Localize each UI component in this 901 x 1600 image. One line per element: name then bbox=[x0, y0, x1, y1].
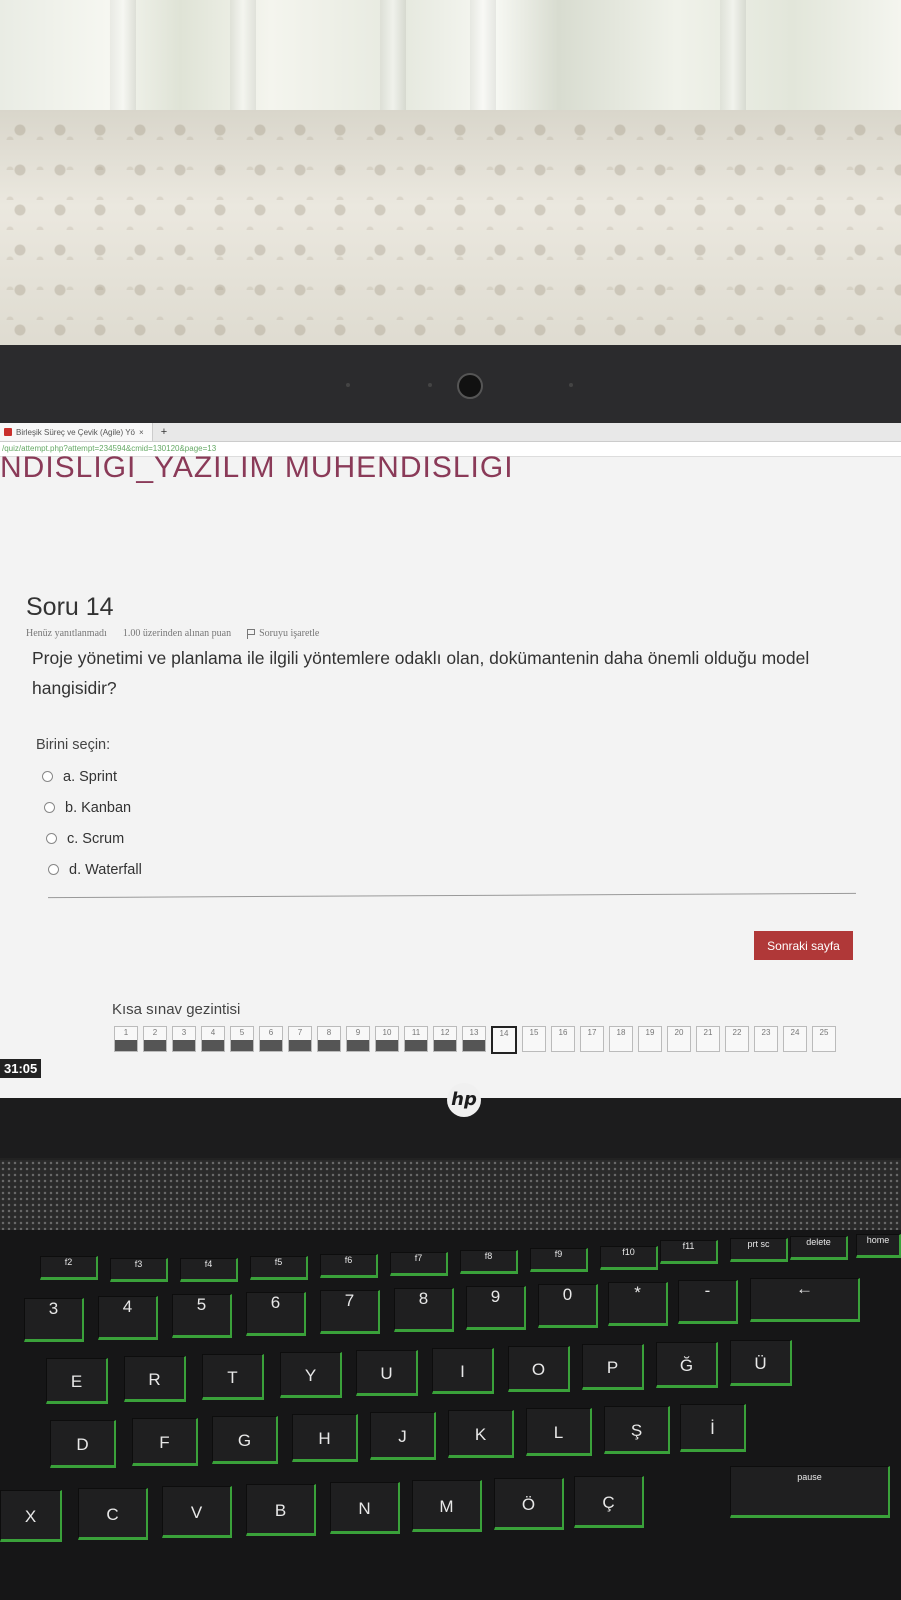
key[interactable]: delete bbox=[790, 1236, 848, 1260]
key[interactable]: Ü bbox=[730, 1340, 792, 1386]
key[interactable]: I bbox=[432, 1348, 494, 1394]
nav-question-button[interactable]: 5 bbox=[230, 1026, 254, 1052]
key[interactable]: E bbox=[46, 1358, 108, 1404]
key[interactable]: f4 bbox=[180, 1258, 238, 1282]
key[interactable]: Y bbox=[280, 1352, 342, 1398]
key[interactable]: f8 bbox=[460, 1250, 518, 1274]
key[interactable]: T bbox=[202, 1354, 264, 1400]
key[interactable]: R bbox=[124, 1356, 186, 1402]
nav-question-button[interactable]: 4 bbox=[201, 1026, 225, 1052]
sensor-dot bbox=[346, 383, 350, 387]
nav-question-button[interactable]: 21 bbox=[696, 1026, 720, 1052]
favicon-icon bbox=[4, 428, 12, 436]
flag-question-link[interactable] bbox=[247, 628, 319, 639]
question-block bbox=[26, 593, 886, 885]
key[interactable]: O bbox=[508, 1346, 570, 1392]
question-status: Henüz yanıtlanmadı bbox=[26, 628, 107, 639]
new-tab-button[interactable]: + bbox=[160, 426, 168, 438]
key[interactable]: Ş bbox=[604, 1406, 670, 1454]
sensor-dot bbox=[428, 383, 432, 387]
question-points: 1.00 üzerinden alınan puan bbox=[122, 628, 232, 639]
key[interactable]: 7 bbox=[320, 1290, 380, 1334]
key[interactable]: f3 bbox=[110, 1258, 168, 1282]
key[interactable]: X bbox=[0, 1490, 62, 1542]
address-bar[interactable]: /quiz/attempt.php?attempt=234594&cmid=130120&page=13 bbox=[0, 442, 901, 457]
hp-logo: hp bbox=[447, 1083, 481, 1117]
browser-tabbar bbox=[0, 423, 901, 442]
radio-icon[interactable] bbox=[46, 833, 57, 844]
key[interactable]: f2 bbox=[40, 1256, 98, 1280]
nav-question-button[interactable]: 8 bbox=[317, 1026, 341, 1052]
browser-tab[interactable] bbox=[0, 423, 153, 441]
option-label: a. Sprint bbox=[63, 768, 117, 785]
nav-question-button[interactable]: 18 bbox=[609, 1026, 633, 1052]
key[interactable]: f5 bbox=[250, 1256, 308, 1280]
nav-question-button[interactable]: 9 bbox=[346, 1026, 370, 1052]
webcam-icon bbox=[457, 373, 483, 399]
answer-options bbox=[26, 761, 886, 885]
nav-question-button[interactable]: 17 bbox=[580, 1026, 604, 1052]
key[interactable]: D bbox=[50, 1420, 116, 1468]
close-icon[interactable]: × bbox=[139, 427, 144, 437]
key[interactable]: V bbox=[162, 1486, 232, 1538]
key[interactable]: Ğ bbox=[656, 1342, 718, 1388]
tab-title: Birleşik Süreç ve Çevik (Agile) Yö bbox=[16, 427, 136, 437]
curtain-background bbox=[0, 0, 901, 350]
sensor-dot bbox=[569, 383, 573, 387]
key[interactable]: 3 bbox=[24, 1298, 84, 1342]
nav-question-button[interactable]: 15 bbox=[522, 1026, 546, 1052]
answer-option-a[interactable] bbox=[26, 761, 886, 792]
key[interactable]: prt sc bbox=[730, 1238, 788, 1262]
nav-question-button[interactable]: 6 bbox=[259, 1026, 283, 1052]
question-text: Proje yönetimi ve planlama ile ilgili yöntemlere odaklı olan, dokümantenin daha önemli olduğu model hangisidir? bbox=[32, 648, 810, 698]
key[interactable]: home bbox=[856, 1234, 901, 1258]
laptop-bezel-top bbox=[0, 345, 901, 423]
answer-option-c[interactable] bbox=[26, 823, 886, 854]
option-label: c. Scrum bbox=[67, 830, 125, 847]
key[interactable]: J bbox=[370, 1412, 436, 1460]
nav-question-button[interactable]: 12 bbox=[433, 1026, 457, 1052]
nav-question-button[interactable]: 20 bbox=[667, 1026, 691, 1052]
nav-question-button[interactable]: 19 bbox=[638, 1026, 662, 1052]
quiz-navigation-title: Kısa sınav gezintisi bbox=[112, 1001, 241, 1018]
quiz-navigation bbox=[114, 1026, 836, 1054]
key[interactable]: N bbox=[330, 1482, 400, 1534]
key[interactable]: U bbox=[356, 1350, 418, 1396]
answer-option-b[interactable] bbox=[26, 792, 886, 823]
key[interactable]: 5 bbox=[172, 1294, 232, 1338]
divider bbox=[48, 893, 856, 898]
nav-question-button[interactable]: 16 bbox=[551, 1026, 575, 1052]
key[interactable]: H bbox=[292, 1414, 358, 1462]
nav-question-button[interactable]: 1 bbox=[114, 1026, 138, 1052]
nav-question-button[interactable]: 2 bbox=[143, 1026, 167, 1052]
answer-option-d[interactable] bbox=[26, 854, 886, 885]
key[interactable]: f6 bbox=[320, 1254, 378, 1278]
key[interactable]: İ bbox=[680, 1404, 746, 1452]
nav-question-button[interactable]: 24 bbox=[783, 1026, 807, 1052]
nav-question-button[interactable]: 23 bbox=[754, 1026, 778, 1052]
key[interactable]: G bbox=[212, 1416, 278, 1464]
flag-label: Soruyu işaretle bbox=[259, 628, 320, 639]
key[interactable]: L bbox=[526, 1408, 592, 1456]
key[interactable]: * bbox=[608, 1282, 668, 1326]
key[interactable]: f10 bbox=[600, 1246, 658, 1270]
key[interactable]: 4 bbox=[98, 1296, 158, 1340]
key[interactable]: f9 bbox=[530, 1248, 588, 1272]
key[interactable]: 8 bbox=[394, 1288, 454, 1332]
nav-question-current[interactable]: 14 bbox=[491, 1026, 517, 1054]
page-title: NDISLIGI_YAZILIM MUHENDISLIGI bbox=[0, 451, 514, 484]
key[interactable]: Ç bbox=[574, 1476, 644, 1528]
nav-question-button[interactable]: 7 bbox=[288, 1026, 312, 1052]
key[interactable]: M bbox=[412, 1480, 482, 1532]
quiz-timer: 31:05 bbox=[0, 1059, 41, 1078]
key[interactable]: 6 bbox=[246, 1292, 306, 1336]
key[interactable]: ← bbox=[750, 1278, 860, 1322]
key[interactable]: Ö bbox=[494, 1478, 564, 1530]
question-title: Soru 14 bbox=[26, 593, 114, 621]
nav-question-button[interactable]: 11 bbox=[404, 1026, 428, 1052]
flag-icon bbox=[247, 629, 256, 639]
laptop-screen bbox=[0, 423, 901, 1098]
choose-label: Birini seçin: bbox=[36, 737, 111, 753]
key[interactable]: F bbox=[132, 1418, 198, 1466]
radio-icon[interactable] bbox=[42, 771, 53, 782]
nav-question-button[interactable]: 10 bbox=[375, 1026, 399, 1052]
key[interactable]: 9 bbox=[466, 1286, 526, 1330]
nav-question-button[interactable]: 25 bbox=[812, 1026, 836, 1052]
key[interactable]: pause bbox=[730, 1466, 890, 1518]
option-label: d. Waterfall bbox=[69, 861, 142, 878]
nav-question-button[interactable]: 13 bbox=[462, 1026, 486, 1052]
lace-band bbox=[0, 110, 901, 350]
radio-icon[interactable] bbox=[44, 802, 55, 813]
next-page-button[interactable]: Sonraki sayfa bbox=[754, 931, 853, 960]
question-meta bbox=[26, 628, 886, 639]
key[interactable]: f7 bbox=[390, 1252, 448, 1276]
key[interactable]: K bbox=[448, 1410, 514, 1458]
key[interactable]: - bbox=[678, 1280, 738, 1324]
keyboard bbox=[0, 1230, 901, 1600]
key[interactable]: B bbox=[246, 1484, 316, 1536]
key[interactable]: 0 bbox=[538, 1284, 598, 1328]
key[interactable]: P bbox=[582, 1344, 644, 1390]
radio-icon[interactable] bbox=[48, 864, 59, 875]
nav-question-button[interactable]: 22 bbox=[725, 1026, 749, 1052]
nav-question-button[interactable]: 3 bbox=[172, 1026, 196, 1052]
key[interactable]: f11 bbox=[660, 1240, 718, 1264]
speaker-grille bbox=[0, 1160, 901, 1230]
option-label: b. Kanban bbox=[65, 799, 132, 816]
key[interactable]: C bbox=[78, 1488, 148, 1540]
